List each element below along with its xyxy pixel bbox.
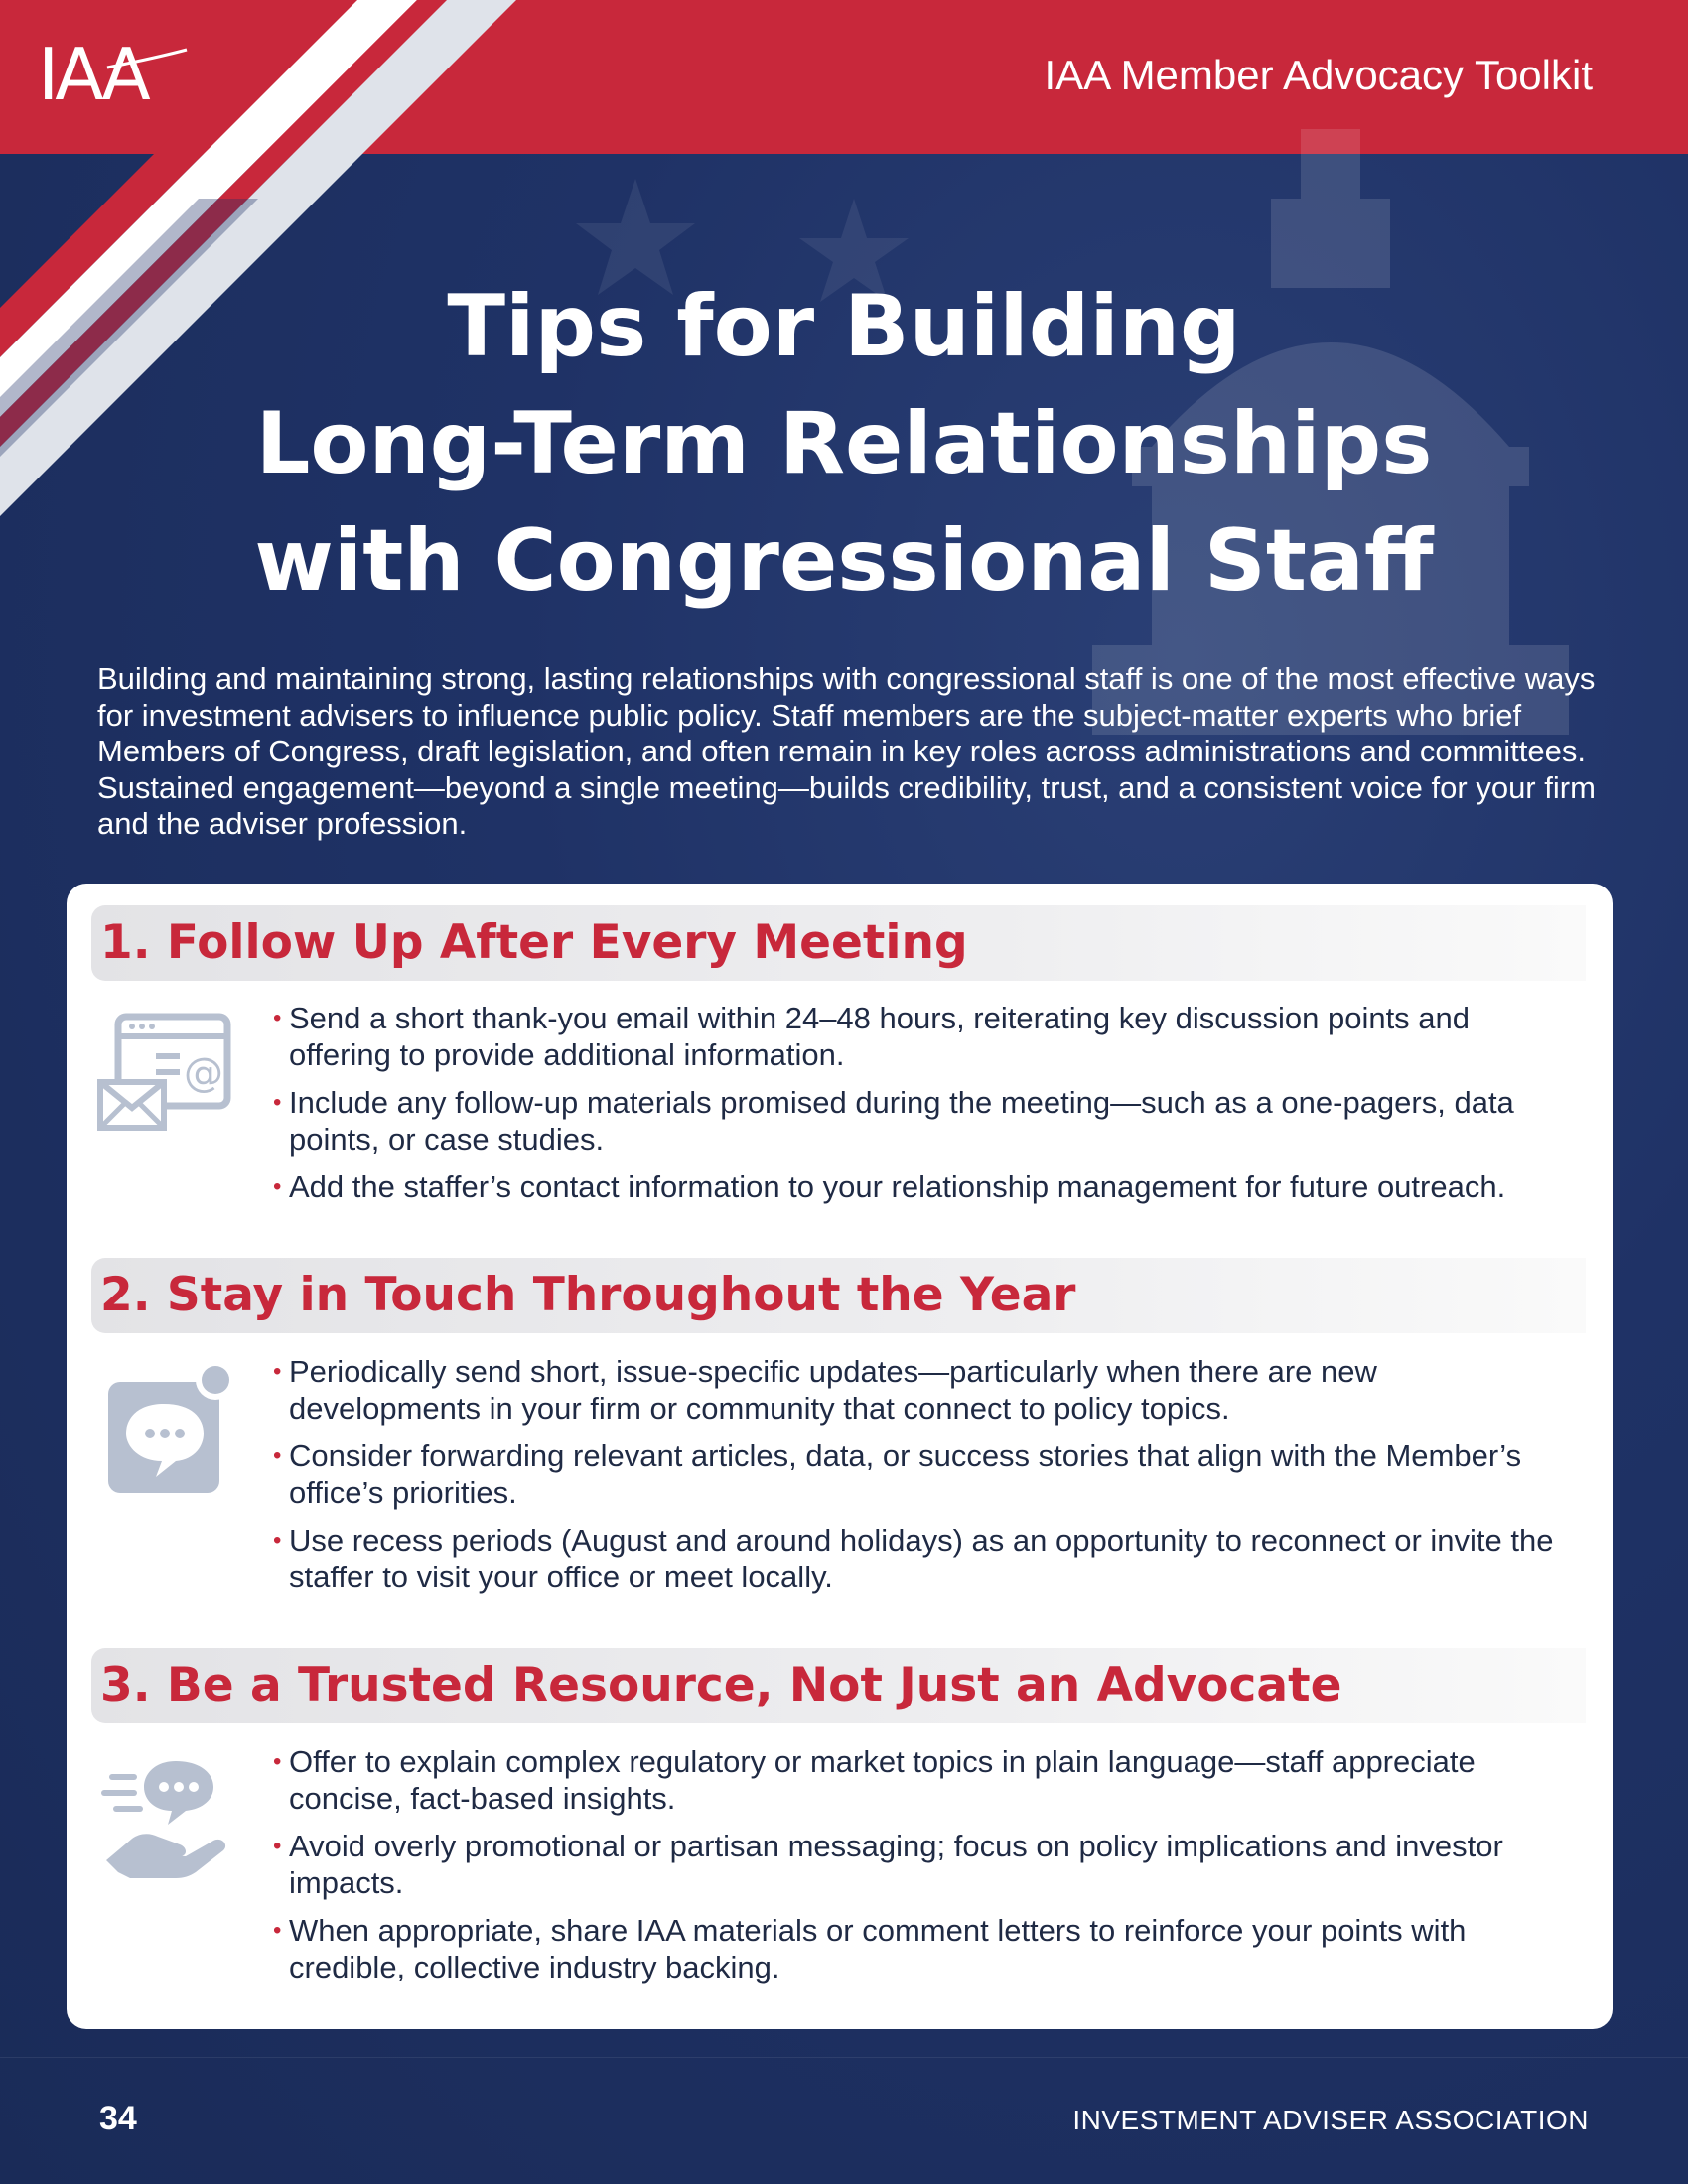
page-number: 34 [99,2100,137,2137]
list-item: • Periodically send short, issue-specific updates—particularly when there are new developments in your firm or community that connect to policy topics. [273,1353,1574,1427]
chat-notification-icon [96,1360,235,1499]
section-3-bullets [273,1743,1574,1996]
list-item: • When appropriate, share IAA materials or comment letters to reinforce your points with credible, collective industry backing. [273,1912,1574,1985]
title-line-1: Tips for Building [447,277,1241,376]
section-2-heading: 2. Stay in Touch Throughout the Year [100,1268,1076,1322]
list-item: • Use recess periods (August and around holidays) as an opportunity to reconnect or invite the staffer to visit your office or meet locally. [273,1522,1574,1595]
list-item: • Send a short thank-you email within 24–48 hours, reiterating key discussion points and offering to provide additional information. [273,1000,1574,1073]
page-title [0,268,1688,619]
organization-name: INVESTMENT ADVISER ASSOCIATION [1072,2105,1589,2135]
section-2-header [91,1258,1586,1333]
list-item: • Avoid overly promotional or partisan messaging; focus on policy implications and investor impacts. [273,1828,1574,1901]
footer-divider [0,2057,1688,2058]
list-item: • Include any follow-up materials promised during the meeting—such as a one-pagers, data points, or case studies. [273,1084,1574,1158]
section-3-heading: 3. Be a Trusted Resource, Not Just an Advocate [100,1658,1342,1712]
list-item: • Offer to explain complex regulatory or market topics in plain language—staff appreciate concise, fact-based insights. [273,1743,1574,1817]
logo-text: IAA [38,33,147,116]
list-item: • Consider forwarding relevant articles, data, or success stories that align with the Member’s office’s priorities. [273,1437,1574,1511]
svg-text:@: @ [184,1050,223,1096]
hand-message-icon [96,1749,235,1888]
section-2-bullets [273,1353,1574,1606]
title-line-3: with Congressional Staff [254,511,1434,611]
toolkit-label: IAA Member Advocacy Toolkit [1044,52,1593,98]
intro-paragraph: Building and maintaining strong, lasting relationships with congressional staff is one of the most effective ways for investment advisers to influence public policy. Staff members are the subject-matter experts who brief Members of Congress, draft legislation, and often remain in key roles across administrations and committees. Sustained engagement—beyond a single meeting—builds credibility, trust, and a consistent voice for your firm and the adviser profession. [97,661,1596,841]
section-1-bullets [273,1000,1574,1216]
section-1-heading: 1. Follow Up After Every Meeting [100,915,968,970]
email-icon [96,1005,235,1144]
section-1-header [91,905,1586,981]
tips-card [67,884,1613,2029]
title-line-2: Long-Term Relationships [255,394,1433,493]
list-item: • Add the staffer’s contact information to your relationship management for future outreach. [273,1168,1574,1205]
section-3-header [91,1648,1586,1723]
